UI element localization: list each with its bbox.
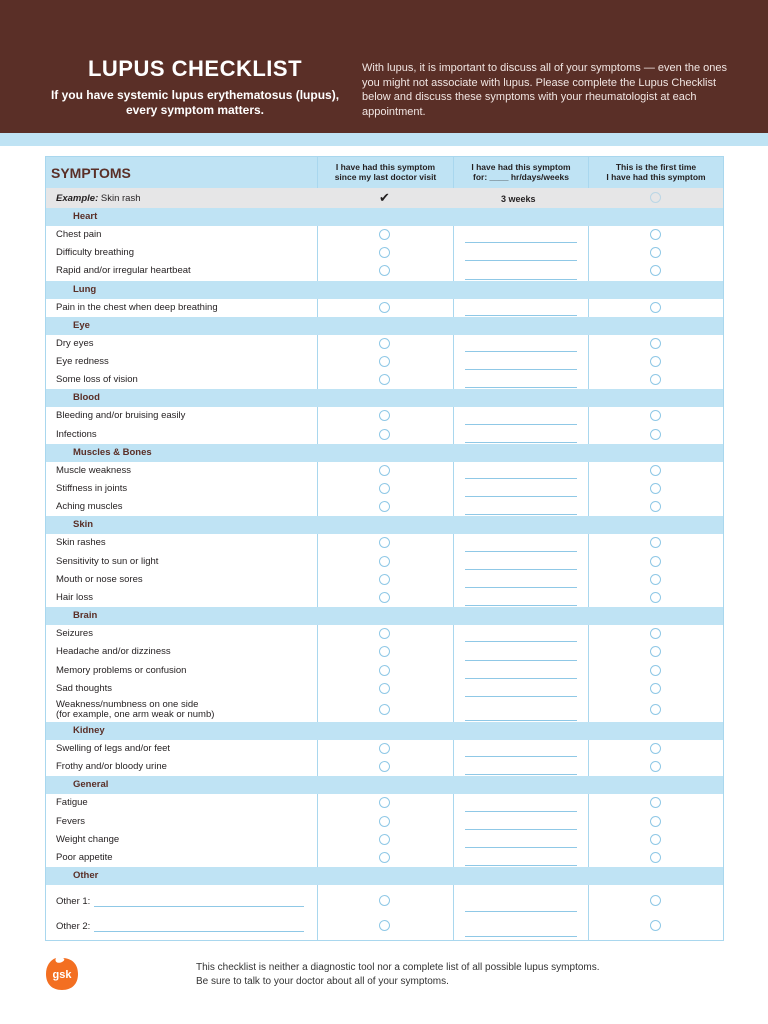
symptom-label: Pain in the chest when deep breathing — [56, 301, 218, 313]
since-last-visit-checkbox[interactable] — [379, 797, 390, 808]
intro-text: With lupus, it is important to discuss all of your symptoms — even the ones you might not associate with lupus. Please complete the Lupus Checklist below and discuss these symptoms with your rheumatologist at each appointment. — [362, 62, 727, 118]
category-row — [46, 389, 723, 407]
first-time-checkbox[interactable] — [650, 920, 661, 931]
duration-field[interactable] — [465, 774, 577, 775]
category-row — [46, 281, 723, 299]
duration-field[interactable] — [465, 478, 577, 479]
duration-field[interactable] — [465, 911, 577, 912]
since-last-visit-checkbox[interactable] — [379, 483, 390, 494]
symptom-row — [46, 849, 723, 867]
duration-field[interactable] — [465, 696, 577, 697]
category-label: Lung — [73, 283, 97, 295]
first-time-checkbox[interactable] — [650, 501, 661, 512]
category-label: Kidney — [73, 725, 105, 736]
category-label: Other — [73, 870, 99, 882]
page-title: LUPUS CHECKLIST — [87, 56, 303, 81]
since-last-visit-checkbox[interactable] — [379, 852, 390, 863]
symptom-row — [46, 353, 723, 371]
first-time-checkbox[interactable] — [650, 797, 661, 808]
category-row — [46, 444, 723, 462]
duration-field[interactable] — [465, 551, 577, 552]
col-header-line: since my last doctor visit — [334, 172, 437, 182]
symptom-label: Frothy and/or bloody urine — [56, 761, 167, 773]
symptom-label: Eye redness — [56, 356, 109, 367]
duration-field[interactable] — [465, 847, 577, 848]
first-time-checkbox[interactable] — [650, 537, 661, 548]
symptoms-table — [45, 156, 724, 941]
symptom-label: Seizures — [56, 628, 93, 640]
symptom-label: Muscle weakness — [56, 464, 131, 476]
duration-field[interactable] — [465, 514, 577, 515]
duration-field[interactable] — [465, 279, 577, 280]
col-header-line: I have had this symptom — [471, 162, 571, 172]
duration-field[interactable] — [465, 678, 577, 679]
symptom-row — [46, 625, 723, 643]
since-last-visit-checkbox[interactable] — [379, 501, 390, 512]
since-last-visit-checkbox[interactable] — [379, 920, 390, 931]
duration-field[interactable] — [465, 811, 577, 812]
symptom-label: Sensitivity to sun or light — [56, 555, 159, 567]
first-time-checkbox[interactable] — [650, 483, 661, 494]
first-time-checkbox[interactable] — [650, 895, 661, 906]
col-since-last-visit-header — [318, 162, 453, 182]
symptom-row — [46, 913, 723, 938]
since-last-visit-checkbox[interactable] — [379, 592, 390, 603]
symptoms-header: SYMPTOMS — [51, 165, 131, 181]
duration-field[interactable] — [465, 605, 577, 606]
duration-field[interactable] — [465, 387, 577, 388]
symptom-row — [46, 371, 723, 389]
symptom-row — [46, 680, 723, 698]
first-time-checkbox[interactable] — [650, 556, 661, 567]
symptom-label: Fatigue — [56, 797, 88, 809]
duration-field[interactable] — [465, 660, 577, 661]
symptom-row — [46, 299, 723, 317]
example-checkmark: ✔ — [379, 190, 390, 205]
since-last-visit-checkbox[interactable] — [379, 356, 390, 367]
symptom-label: Other 2: — [56, 921, 91, 933]
category-label: Skin — [73, 519, 94, 531]
since-last-visit-checkbox[interactable] — [379, 646, 390, 657]
since-last-visit-checkbox[interactable] — [379, 895, 390, 906]
symptom-label: Aching muscles — [56, 501, 123, 513]
symptom-label: Fevers — [56, 815, 86, 827]
first-time-checkbox[interactable] — [650, 247, 661, 258]
symptom-row — [46, 662, 723, 680]
symptom-label: Bleeding and/or bruising easily — [56, 410, 186, 422]
first-time-checkbox[interactable] — [650, 410, 661, 421]
symptom-row — [46, 740, 723, 758]
first-time-checkbox[interactable] — [650, 574, 661, 585]
example-label — [56, 193, 141, 204]
symptom-label: Dry eyes — [56, 337, 94, 349]
symptom-label: Hair loss — [56, 592, 93, 603]
first-time-checkbox[interactable] — [650, 356, 661, 367]
duration-field[interactable] — [465, 569, 577, 570]
symptom-label: Mouth or nose sores — [56, 573, 143, 585]
symptom-row — [46, 426, 723, 444]
symptom-row — [46, 244, 723, 262]
gsk-logo — [44, 956, 80, 992]
since-last-visit-checkbox[interactable] — [379, 229, 390, 240]
duration-field[interactable] — [465, 442, 577, 443]
first-time-checkbox[interactable] — [650, 852, 661, 863]
first-time-checkbox[interactable] — [650, 374, 661, 385]
symptom-row — [46, 758, 723, 776]
symptom-row — [46, 335, 723, 353]
since-last-visit-checkbox[interactable] — [379, 302, 390, 313]
category-label: Muscles & Bones — [73, 446, 152, 458]
first-time-checkbox[interactable] — [650, 743, 661, 754]
page-subtitle: If you have systemic lupus erythematosus (lupus), every symptom matters. — [50, 88, 340, 117]
example-symptom: Skin rash — [98, 193, 141, 204]
symptom-row — [46, 498, 723, 516]
symptom-label: Difficulty breathing — [56, 247, 134, 259]
symptom-label: Headache and/or dizziness — [56, 646, 171, 658]
since-last-visit-checkbox[interactable] — [379, 704, 390, 715]
since-last-visit-checkbox[interactable] — [379, 834, 390, 845]
since-last-visit-checkbox[interactable] — [379, 338, 390, 349]
symptom-row — [46, 226, 723, 244]
symptom-row — [46, 643, 723, 661]
col-header-line: I have had this symptom — [606, 172, 706, 182]
example-prefix: Example: — [56, 193, 99, 204]
symptom-label: Some loss of vision — [56, 374, 138, 386]
other-write-in-line[interactable] — [94, 906, 304, 907]
symptom-row — [46, 553, 723, 571]
category-label: General — [73, 779, 109, 791]
symptom-label: Stiffness in joints — [56, 483, 128, 494]
first-time-checkbox[interactable] — [650, 665, 661, 676]
since-last-visit-checkbox[interactable] — [379, 465, 390, 476]
category-row — [46, 867, 723, 885]
example-duration: 3 weeks — [501, 194, 536, 204]
symptom-row — [46, 262, 723, 280]
first-time-checkbox[interactable] — [650, 592, 661, 603]
col-header-line: This is the first time — [615, 162, 697, 172]
col-header-line: I have had this symptom — [335, 162, 436, 172]
symptom-label: Swelling of legs and/or feet — [56, 743, 171, 754]
since-last-visit-checkbox[interactable] — [379, 556, 390, 567]
gsk-logo-text: gsk — [52, 969, 72, 981]
category-row — [46, 776, 723, 794]
symptom-label: Chest pain — [56, 229, 102, 240]
first-time-checkbox[interactable] — [650, 646, 661, 657]
since-last-visit-checkbox[interactable] — [379, 761, 390, 772]
symptom-label: Skin rashes — [56, 537, 106, 549]
category-label: Eye — [73, 319, 90, 331]
symptom-row — [46, 571, 723, 589]
symptom-label: Sad thoughts — [56, 682, 112, 694]
category-row — [46, 516, 723, 534]
symptom-row — [46, 813, 723, 831]
col-first-time-header — [589, 162, 723, 182]
category-row — [46, 317, 723, 335]
symptom-row — [46, 589, 723, 607]
since-last-visit-checkbox[interactable] — [379, 410, 390, 421]
example-first-time-circle — [650, 192, 661, 203]
duration-field[interactable] — [465, 351, 577, 352]
symptom-row — [46, 407, 723, 425]
first-time-checkbox[interactable] — [650, 229, 661, 240]
duration-field[interactable] — [465, 369, 577, 370]
disclaimer-line-1: This checklist is neither a diagnostic tool nor a complete list of all possible lupus symptoms. — [196, 962, 600, 973]
duration-field[interactable] — [465, 424, 577, 425]
category-label: Blood — [73, 392, 100, 404]
first-time-checkbox[interactable] — [650, 834, 661, 845]
first-time-checkbox[interactable] — [650, 816, 661, 827]
symptom-label: Rapid and/or irregular heartbeat — [56, 265, 191, 277]
first-time-checkbox[interactable] — [650, 429, 661, 440]
since-last-visit-checkbox[interactable] — [379, 374, 390, 385]
since-last-visit-checkbox[interactable] — [379, 628, 390, 639]
category-label: Heart — [73, 211, 98, 222]
since-last-visit-checkbox[interactable] — [379, 683, 390, 694]
symptom-row — [46, 794, 723, 812]
duration-field[interactable] — [465, 720, 577, 721]
symptom-label: Poor appetite — [56, 852, 113, 863]
since-last-visit-checkbox[interactable] — [379, 265, 390, 276]
first-time-checkbox[interactable] — [650, 265, 661, 276]
category-label: Brain — [73, 610, 98, 622]
since-last-visit-checkbox[interactable] — [379, 816, 390, 827]
since-last-visit-checkbox[interactable] — [379, 247, 390, 258]
since-last-visit-checkbox[interactable] — [379, 743, 390, 754]
symptom-row — [46, 480, 723, 498]
category-row — [46, 722, 723, 740]
since-last-visit-checkbox[interactable] — [379, 429, 390, 440]
col-duration-header — [454, 162, 588, 182]
first-time-checkbox[interactable] — [650, 761, 661, 772]
duration-field[interactable] — [465, 641, 577, 642]
category-row — [46, 607, 723, 625]
first-time-checkbox[interactable] — [650, 302, 661, 313]
example-row — [46, 188, 723, 208]
table-header-row — [46, 157, 723, 188]
first-time-checkbox[interactable] — [650, 338, 661, 349]
disclaimer — [196, 961, 676, 989]
duration-field[interactable] — [465, 587, 577, 588]
since-last-visit-checkbox[interactable] — [379, 537, 390, 548]
first-time-checkbox[interactable] — [650, 628, 661, 639]
symptom-row — [46, 698, 723, 722]
symptom-label: Other 1: — [56, 896, 91, 908]
symptom-row — [46, 831, 723, 849]
first-time-checkbox[interactable] — [650, 704, 661, 715]
symptom-row — [46, 462, 723, 480]
other-write-in-line[interactable] — [94, 931, 304, 932]
since-last-visit-checkbox[interactable] — [379, 665, 390, 676]
duration-field[interactable] — [465, 242, 577, 243]
first-time-checkbox[interactable] — [650, 683, 661, 694]
symptom-label: Memory problems or confusion — [56, 664, 187, 676]
symptom-row — [46, 534, 723, 552]
symptom-row — [46, 888, 723, 913]
duration-field[interactable] — [465, 829, 577, 830]
col-header-line: for: ____ hr/days/weeks — [473, 172, 569, 182]
duration-field[interactable] — [465, 496, 577, 497]
symptom-label: Weakness/numbness on one side (for example, one arm weak or numb) — [56, 699, 215, 720]
duration-field[interactable] — [465, 865, 577, 866]
duration-field[interactable] — [465, 315, 577, 316]
duration-field[interactable] — [465, 936, 577, 937]
header-stripe — [0, 133, 768, 146]
since-last-visit-checkbox[interactable] — [379, 574, 390, 585]
symptom-label: Weight change — [56, 833, 120, 845]
duration-field[interactable] — [465, 260, 577, 261]
symptom-label: Infections — [56, 428, 97, 440]
first-time-checkbox[interactable] — [650, 465, 661, 476]
category-row — [46, 208, 723, 226]
disclaimer-line-2: Be sure to talk to your doctor about all of your symptoms. — [196, 976, 449, 987]
duration-field[interactable] — [465, 756, 577, 757]
